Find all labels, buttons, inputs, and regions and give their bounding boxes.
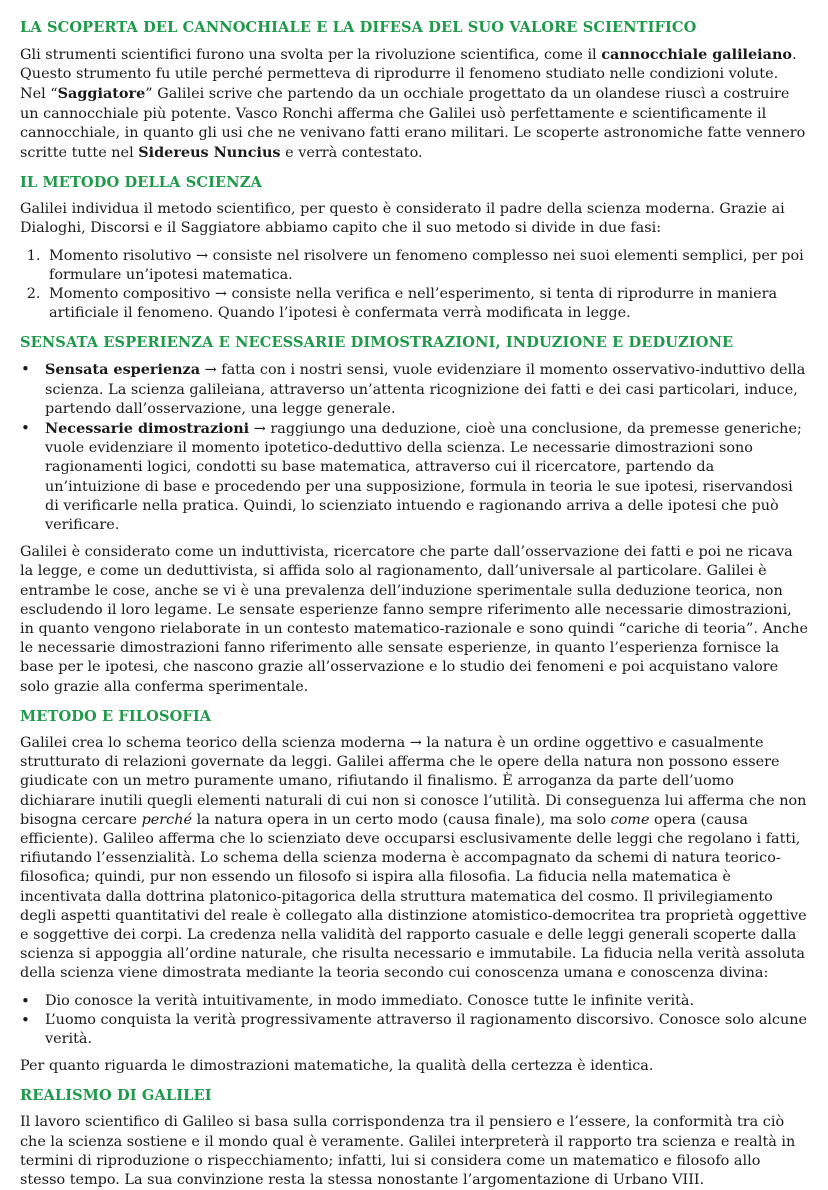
paragraph-certezza: Per quanto riguarda le dimostrazioni matematiche, la qualità della certezza è identica. xyxy=(20,1058,654,1075)
paragraph-realismo: Il lavoro scientifico di Galileo si basa sulla corrispondenza tra il pensiero e l’essere, la conformità tra ciò che la scienza sostiene e il mondo qual è veramente. Galilei interpreterà il rapporto tra scienza e realtà in termini di riproduzione o rispecchiamento; infatti, lui si considera come un matematico e filosofo allo stesso tempo. La sua convinzione resta la stessa nonostante l’argomentazione di Urbano VIII. xyxy=(20,1114,796,1188)
paragraph-induttivista: Galilei è considerato come un induttivista, ricercatore che parte dall’osservazione dei fatti e poi ne ricava la legge, e come un deduttivista, si affida solo al ragionamento, dall’universale al particolare. Galilei è entrambe le cose, anche se vi è una prevalenza dell’induzione sperimentale sulla deduzione teorica, non escludendo il loro legame. Le sensate esperienze fanno sempre riferimento alle necessarie dimostrazioni, in quanto vengono rielaborate in un contesto matematico-razionale e sono quindi “cariche di teoria”. Anche le necessarie dimostrazioni fanno riferimento alle sensate esperienze, in quanto l’esperienza fornisce la base per le ipotesi, che nascono grazie all’osservazione e lo studio dei fenomeni e poi acquistano valore solo grazie alla conferma sperimentale. xyxy=(20,544,809,695)
section-title-esperienza-dimostrazioni: SENSATA ESPERIENZA E NECESSARIE DIMOSTRAZIONI, INDUZIONE E DEDUZIONE xyxy=(20,334,734,352)
list-item: • Sensata esperienza → fatta con i nostri sensi, vuole evidenziare il momento osservativo-induttivo della scienza. La scienza galileiana, attraverso un’attenta ricognizione dei fatti e dei casi particolari, induce, partendo dall’osservazione, una legge generale. xyxy=(45,360,808,419)
section-title-cannocchiale: LA SCOPERTA DEL CANNOCHIALE E LA DIFESA DEL SUO VALORE SCIENTIFICO xyxy=(20,19,697,36)
bullet-list-esperienza xyxy=(20,360,808,535)
bullet-list-conoscenza xyxy=(20,992,808,1050)
section-title-metodo-scienza: IL METODO DELLA SCIENZA xyxy=(20,174,262,192)
section-title-metodo-filosofia: METODO E FILOSOFIA xyxy=(20,707,212,725)
list-item: • L’uomo conquista la verità progressivamente attraverso il ragionamento discorsivo. Conosce solo alcune verità. xyxy=(45,1011,808,1049)
numbered-list-fasi xyxy=(20,247,808,324)
list-item: • Dio conosce la verità intuitivamente, in modo immediato. Conosce tutte le infinite verità. xyxy=(45,992,808,1011)
list-item: 1. Momento risolutivo → consiste nel risolvere un fenomeno complesso nei suoi elementi semplici, per poi formulare un’ipotesi matematica. xyxy=(45,247,808,285)
list-item: • Necessarie dimostrazioni → raggiungo una deduzione, cioè una conclusione, da premesse generiche; vuole evidenziare il momento ipotetico-deduttivo della scienza. Le necessarie dimostrazioni sono ragionamenti logici, condotti su base matematica, attraverso cui il ricercatore, partendo da un’intuizione di base e procedendo per una supposizione, formula in teoria le sue ipotesi, riservandosi di verificarle nella pratica. Quindi, lo scienziato intuendo e ragionando arriva a delle ipotesi che può verificare. xyxy=(45,419,808,535)
paragraph-cannocchiale: Gli strumenti scientifici furono una svolta per la rivoluzione scientifica, come il cannocchiale galileiano. Questo strumento fu utile perché permetteva di riprodurre il fenomeno studiato nelle condizioni volute. Nel “Saggiatore” Galilei scrive che partendo da un occhiale progettato da un olandese riuscì a costruire un cannocchiale più potente. Vasco Ronchi afferma che Galilei usò perfettamente e scientificamente il cannocchiale, in quanto gli usi che ne venivano fatti erano militari. Le scoperte astronomiche fatte vennero scritte tutte nel Sidereus Nuncius e verrà contestato. xyxy=(20,46,806,162)
paragraph-metodo-intro: Galilei individua il metodo scientifico, per questo è considerato il padre della scienza moderna. Grazie ai Dialoghi, Discorsi e il Saggiatore abbiamo capito che il suo metodo si divide in due fasi: xyxy=(20,201,785,237)
section-title-realismo: REALISMO DI GALILEI xyxy=(20,1087,212,1105)
paragraph-metodo-filosofia: Galilei crea lo schema teorico della scienza moderna → la natura è un ordine oggettivo e casualmente strutturato di relazioni governate da leggi. Galilei afferma che le opere della natura non possono essere giudicate con un metro puramente umano, rifiutando il finalismo. È arroganza da parte dell’uomo dichiarare inutili quegli elementi naturali di cui non si conosce l’utilità. Di conseguenza lui afferma che non bisogna cercare perché la natura opera in un certo modo (causa finale), ma solo come opera (causa efficiente). Galileo afferma che lo scienziato deve occuparsi esclusivamente delle leggi che regolano i fatti, rifiutando l’essenzialità. Lo schema della scienza moderna è accompagnato da schemi di natura teorico-filosofica; quindi, pur non essendo un filosofo si ispira alla filosofia. La fiducia nella matematica è incentivata dalla dottrina platonico-pitagorica della struttura matematica del cosmo. Il privilegiamento degli aspetti quantitativi del reale è collegato alla distinzione atomistico-democritea tra proprietà oggettive e soggettive dei corpi. La credenza nella validità del rapporto casuale e delle leggi generali scoperte dalla scienza si appoggia all’ordine naturale, che risulta necessario e immutabile. La fiducia nella verità assoluta della scienza viene dimostrata mediante la teoria secondo cui conoscenza umana e conoscenza divina: xyxy=(20,734,807,982)
list-item: 2. Momento compositivo → consiste nella verifica e nell’esperimento, si tenta di riprodurre in maniera artificiale il fenomeno. Quando l’ipotesi è confermata verrà modificata in legge. xyxy=(45,285,808,323)
